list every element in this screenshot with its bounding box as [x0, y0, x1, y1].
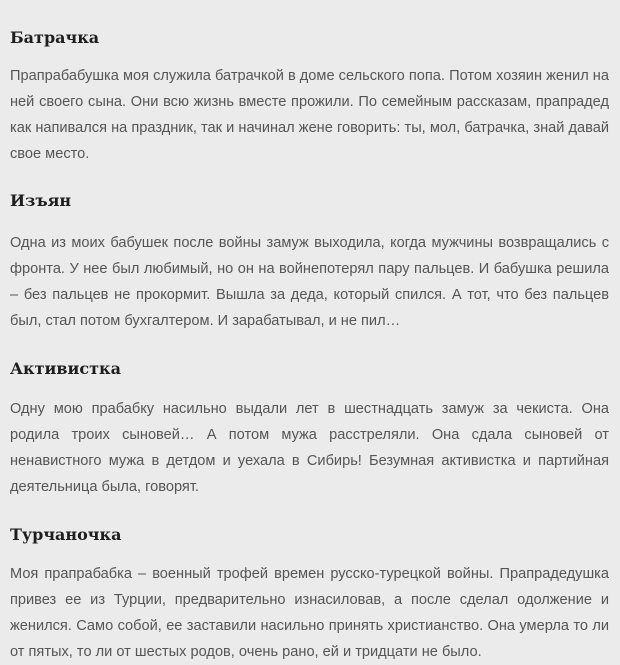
- section-title: Изъян: [10, 191, 72, 210]
- section-title: Активистка: [10, 359, 121, 378]
- section-text: Одна из моих бабушек после войны замуж выходила, когда мужчины возвращались с фронта. У нее был любимый, но он на войнепотерял пару пальцев. И бабушка решила – без пальцев не прокормит. Вышла за деда, который спился. А тот, что без пальцев был, стал потом бухгалтером. И зарабатывал, и не пил…: [10, 235, 609, 329]
- section-text: Моя прапрабабка – военный трофей времен русско-турецкой войны. Прапрадедушка привез ее из Турции, предварительно изнасиловав, а после сделал одолжение и женился. Само собой, ее заставили насильно принять христианство. Она умерла то ли от пятых, то ли от шестых родов, очень рано, ей и тридцати не было.: [10, 566, 609, 660]
- story-section-batrachka: [10, 0, 609, 167]
- story-section-izyan: [10, 167, 609, 334]
- section-title: Турчаночка: [10, 525, 122, 544]
- section-text: Прапрабабушка моя служила батрачкой в доме сельского попа. Потом хозяин женил на ней своего сына. Они всю жизнь вместе прожили. По семейным рассказам, прапрадед как напивался на праздник, так и начинал жене говорить: ты, мол, батрачка, знай давай свое место.: [10, 68, 609, 162]
- story-section-turchanochka: [10, 500, 609, 665]
- story-section-aktivistka: [10, 334, 609, 500]
- section-text: Одну мою прабабку насильно выдали лет в шестнадцать замуж за чекиста. Она родила троих сыновей… А потом мужа расстреляли. Она сдала сыновей от ненавистного мужа в детдом и уехала в Сибирь! Безумная активистка и партийная деятельница была, говорят.: [10, 401, 609, 495]
- section-title: Батрачка: [10, 28, 100, 47]
